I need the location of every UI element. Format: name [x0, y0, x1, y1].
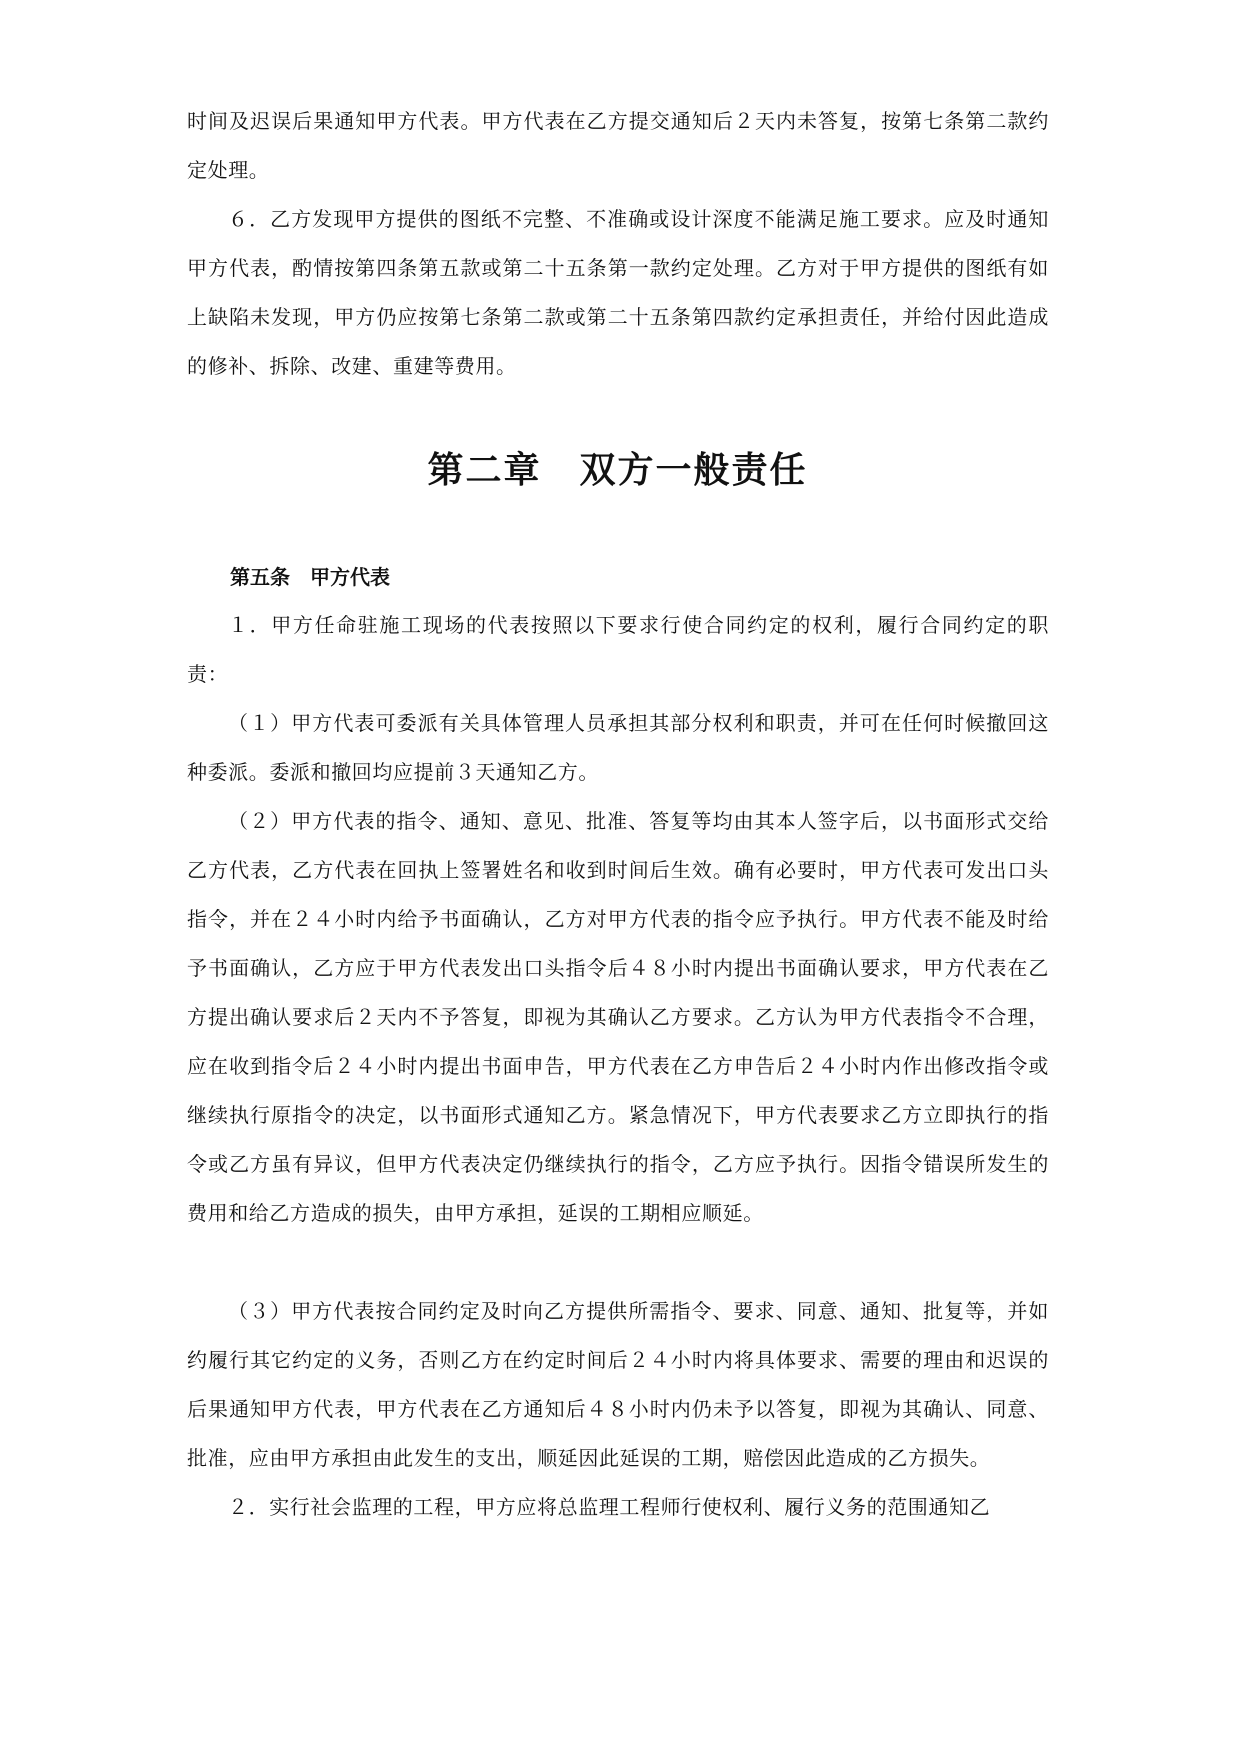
article-title: 第五条 甲方代表 — [230, 565, 390, 589]
paragraph-continued: 时间及迟误后果通知甲方代表。甲方代表在乙方提交通知后２天内未答复，按第七条第二款约定处理。 — [187, 109, 1049, 182]
chapter-title: 第二章 双方一般责任 — [427, 450, 808, 491]
paragraph-item-2: ２．实行社会监理的工程，甲方应将总监理工程师行使权利、履行义务的范围通知乙 — [228, 1495, 991, 1519]
paragraph-sub-2: （２）甲方代表的指令、通知、意见、批准、答复等均由其本人签字后，以书面形式交给乙方代表，乙方代表在回执上签署姓名和收到时间后生效。确有必要时，甲方代表可发出口头指令，并在２４小时内给予书面确认，乙方对甲方代表的指令应予执行。甲方代表不能及时给予书面确认，乙方应于甲方代表发出口头指令后４８小时内提出书面确认要求，甲方代表在乙方提出确认要求后２天内不予答复，即视为其确认乙方要求。乙方认为甲方代表指令不合理，应在收到指令后２４小时内提出书面申告，甲方代表在乙方申告后２４小时内作出修改指令或继续执行原指令的决定，以书面形式通知乙方。紧急情况下，甲方代表要求乙方立即执行的指令或乙方虽有异议，但甲方代表决定仍继续执行的指令，乙方应予执行。因指令错误所发生的费用和给乙方造成的损失，由甲方承担，延误的工期相应顺延。 — [187, 809, 1049, 1225]
paragraph-item-1: １．甲方任命驻施工现场的代表按照以下要求行使合同约定的权利，履行合同约定的职责： — [187, 613, 1049, 686]
paragraph-item-6: ６．乙方发现甲方提供的图纸不完整、不准确或设计深度不能满足施工要求。应及时通知甲方代表，酌情按第四条第五款或第二十五条第一款约定处理。乙方对于甲方提供的图纸有如上缺陷未发现，甲方仍应按第七条第二款或第二十五条第四款约定承担责任，并给付因此造成的修补、拆除、改建、重建等费用。 — [187, 207, 1049, 378]
paragraph-sub-1: （１）甲方代表可委派有关具体管理人员承担其部分权利和职责，并可在任何时候撤回这种委派。委派和撤回均应提前３天通知乙方。 — [187, 711, 1049, 784]
paragraph-sub-3: （３）甲方代表按合同约定及时向乙方提供所需指令、要求、同意、通知、批复等，并如约履行其它约定的义务，否则乙方在约定时间后２４小时内将具体要求、需要的理由和迟误的后果通知甲方代表，甲方代表在乙方通知后４８小时内仍未予以答复，即视为其确认、同意、批准，应由甲方承担由此发生的支出，顺延因此延误的工期，赔偿因此造成的乙方损失。 — [187, 1299, 1049, 1470]
